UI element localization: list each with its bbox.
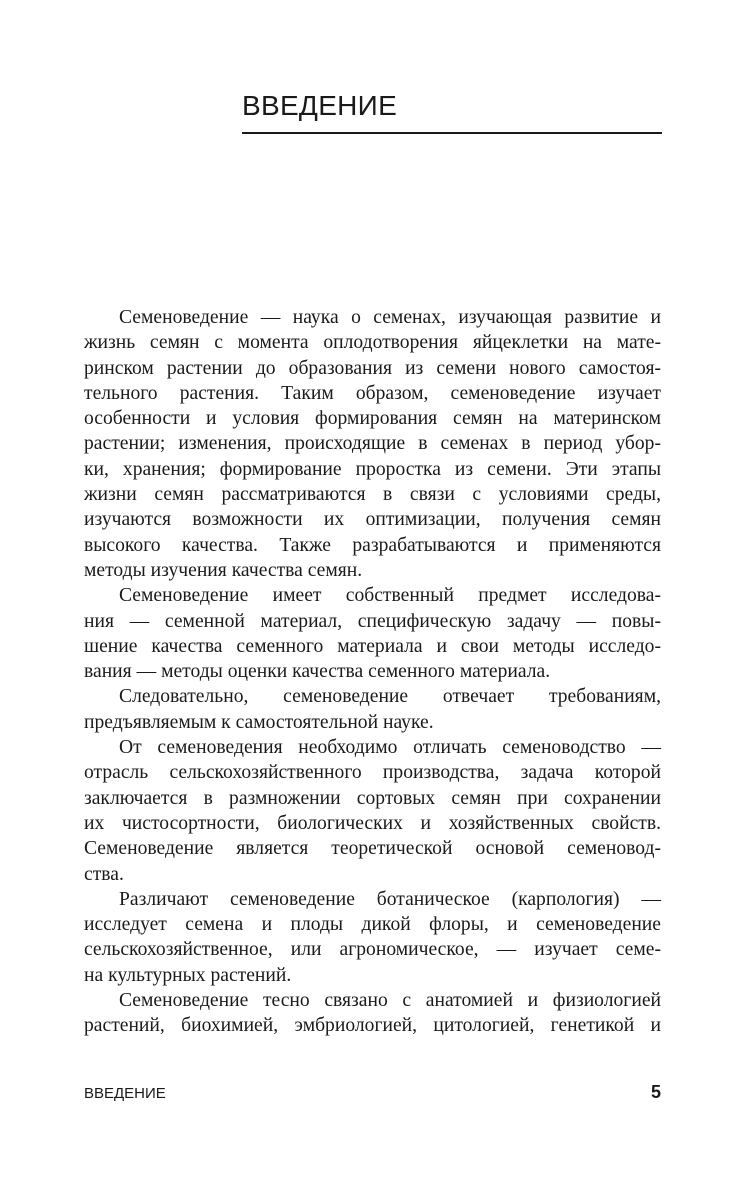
chapter-title: ВВЕДЕНИЕ [242, 90, 398, 121]
text-line: ния — семенной материал, специфическую задачу — повы- [84, 610, 661, 632]
text-line: Семеноведение имеет собственный предмет исследова- [119, 585, 661, 607]
title-rule [242, 132, 662, 134]
paragraph [84, 988, 661, 1039]
text-line: растении; изменения, происходящие в семенах в период убор- [84, 433, 661, 455]
paragraph [84, 305, 661, 583]
text-line: высокого качества. Также разрабатываются и применяются [84, 534, 661, 556]
paragraph [84, 887, 661, 988]
text-line: исследует семена и плоды дикой флоры, и семеноведение [84, 914, 661, 936]
text-line: жизни семян рассматриваются в связи с условиями среды, [84, 484, 661, 506]
text-line: предъявляемым к самостоятельной науке. [84, 711, 434, 733]
text-line: заключается в размножении сортовых семян при сохранении [84, 787, 661, 809]
text-line: на культурных растений. [84, 964, 292, 986]
text-line: особенности и условия формирования семян на материнском [84, 408, 661, 430]
paragraph [84, 684, 661, 735]
paragraph [84, 583, 661, 684]
text-line: их чистосортности, биологических и хозяйственных свойств. [84, 812, 661, 834]
text-line: методы изучения качества семян. [84, 559, 363, 581]
text-line: Следовательно, семеноведение отвечает требованиям, [119, 686, 661, 708]
text-line: ринском растении до образования из семени нового самостоя- [84, 357, 661, 379]
text-line: растений, биохимией, эмбриологией, цитологией, генетикой и [84, 1015, 661, 1037]
text-line: вания — методы оценки качества семенного материала. [84, 661, 551, 683]
running-head: ВВЕДЕНИЕ [84, 1085, 166, 1102]
text-line: Семеноведение является теоретической основой семеновод- [84, 838, 661, 860]
text-line: ства. [84, 863, 124, 885]
text-line: Семеноведение тесно связано с анатомией и физиологией [119, 990, 661, 1012]
text-line: Различают семеноведение ботаническое (карпология) — [119, 888, 661, 910]
text-line: ки, хранения; формирование проростка из семени. Эти этапы [84, 458, 661, 480]
text-line: сельскохозяйственное, или агрономическое, — изучает семе- [84, 939, 661, 961]
page-number: 5 [650, 1082, 661, 1102]
text-line: жизнь семян с момента оплодотворения яйцеклетки на мате- [84, 332, 661, 354]
text-line: Семеноведение — наука о семенах, изучающая развитие и [119, 307, 661, 328]
text-line: От семеноведения необходимо отличать семеноводство — [119, 737, 661, 759]
text-line: шение качества семенного материала и свои методы исследо- [84, 635, 661, 657]
paragraph [84, 735, 661, 887]
text-line: изучаются возможности их оптимизации, получения семян [84, 509, 661, 531]
body-text [84, 305, 661, 1039]
text-line: отрасль сельскохозяйственного производства, задача которой [84, 762, 661, 784]
text-line: тельного растения. Таким образом, семеноведение изучает [84, 382, 661, 404]
